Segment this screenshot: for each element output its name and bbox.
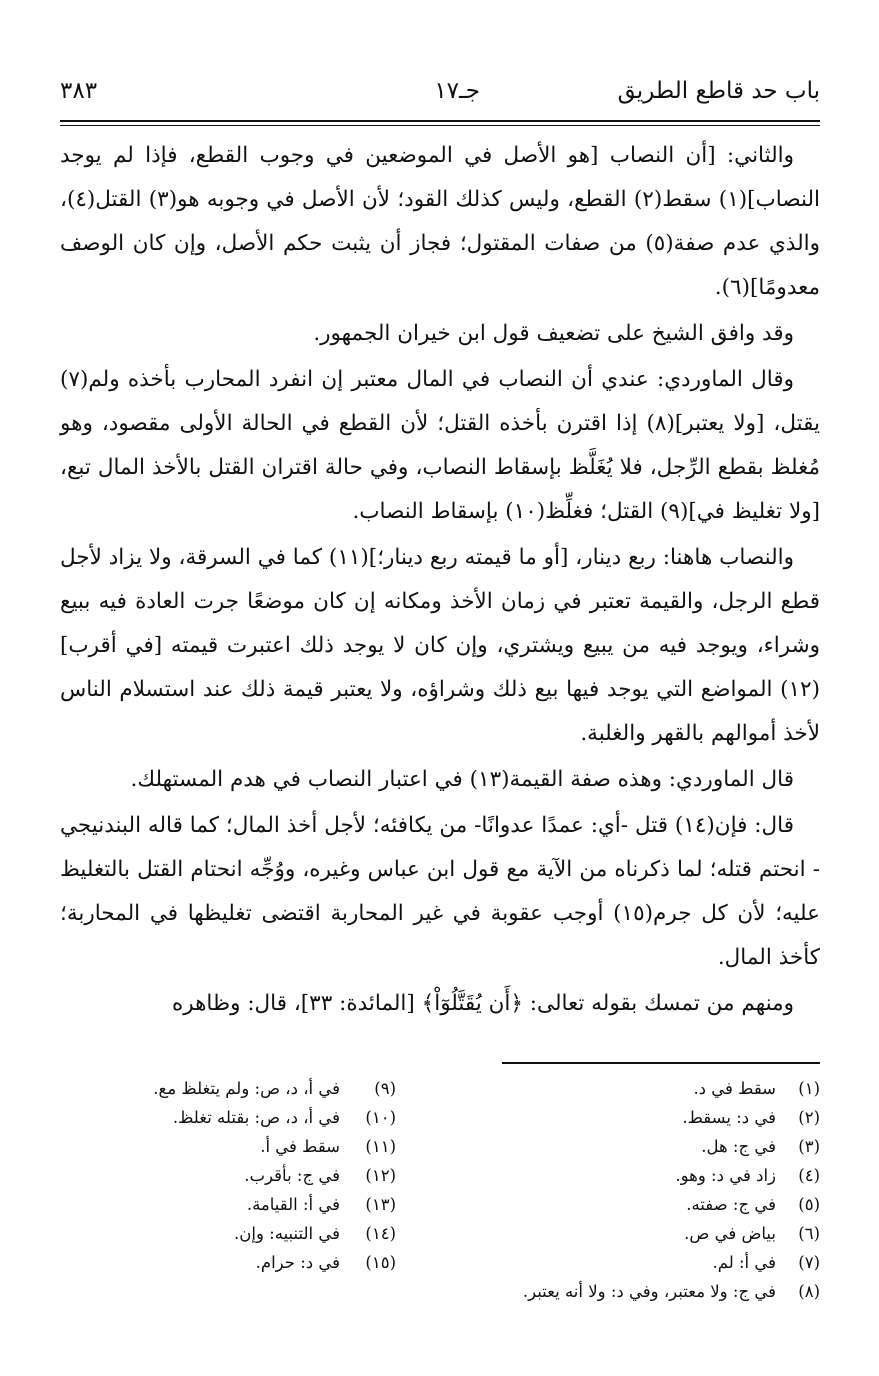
footnote: [136, 1248, 396, 1277]
footnote-text: في ج: هل.: [701, 1137, 776, 1156]
footnote-number: (٥): [798, 1195, 820, 1214]
paragraph: وقد وافق الشيخ على تضعيف قول ابن خيران الجمهور.: [313, 321, 794, 346]
chapter-title: باب حد قاطع الطريق: [617, 78, 820, 104]
book-page: [60, 70, 820, 1306]
footnote: [136, 1132, 396, 1161]
footnote-text: في التنبيه: وإن.: [234, 1224, 340, 1243]
footnote: [460, 1219, 820, 1248]
page-number: ٣٨٣: [60, 78, 98, 104]
footnote-number: (٦): [798, 1224, 820, 1243]
footnote: [136, 1103, 396, 1132]
footnote-number: (١٥): [365, 1253, 396, 1272]
footnote-text: في ج: ولا معتبر، وفي د: ولا أنه يعتبر.: [522, 1282, 776, 1301]
footnote-number: (٧): [798, 1253, 820, 1272]
paragraph: وقال الماوردي: عندي أن النصاب في المال معتبر إن انفرد المحارب بأخذه ولم(٧) يقتل، [ولا يعتبر](٨) إذا اقترن بأخذه القتل؛ لأن القطع في الحالة الأولى مقصود، وهو مُغلظ بقطع الرِّجل، فلا يُغَلَّظ بإسقاط النصاب، وفي حالة اقتران القتل بالأخذ المال تبع، [ولا تغليظ في](٩) القتل؛ فغلِّظ(١٠) بإسقاط النصاب.: [60, 367, 820, 524]
footnote-separator: [502, 1062, 820, 1064]
footnote-text: في أ: القيامة.: [246, 1195, 340, 1214]
footnote-number: (٩): [374, 1079, 396, 1098]
footnote-text: سقط في د.: [693, 1079, 776, 1098]
footnote-text: في أ، د، ص: بقتله تغلظ.: [172, 1108, 340, 1127]
footnote: [136, 1074, 396, 1103]
volume-label: جـ١٧: [434, 78, 480, 104]
footnote-number: (٢): [798, 1108, 820, 1127]
footnote: [460, 1190, 820, 1219]
paragraph: والثاني: [أن النصاب [هو الأصل في الموضعين في وجوب القطع، فإذا لم يوجد النصاب](١) سقط(٢) القطع، وليس كذلك القود؛ لأن الأصل في وجوبه هو(٣) القتل(٤)، والذي عدم صفة(٥) من صفات المقتول؛ فجاز أن يثبت حكم الأصل، وإن كان الوصف معدومًا](٦).: [60, 143, 820, 300]
footnote-text: في ج: بأقرب.: [244, 1166, 340, 1185]
footnote-number: (١٣): [365, 1195, 396, 1214]
paragraph: قال: فإن(١٤) قتل -أي: عمدًا عدوانًا- من يكافئه؛ لأجل أخذ المال؛ كما قاله البندنيجي - انحتم قتله؛ لما ذكرناه من الآية مع قول ابن عباس وغيره، ووُجِّه انحتام القتل بالتغليظ عليه؛ لأن كل جرم(١٥) أوجب عقوبة في غير المحاربة اقتضى تغليظها في المحاربة؛ كأخذ المال.: [60, 813, 820, 970]
footnote-number: (٣): [798, 1137, 820, 1156]
footnote-text: في د: يسقط.: [682, 1108, 776, 1127]
footnote-text: سقط في أ.: [260, 1137, 340, 1156]
paragraph: قال الماوردي: وهذه صفة القيمة(١٣) في اعتبار النصاب في هدم المستهلك.: [130, 767, 794, 792]
footnote-text: بياض في ص.: [684, 1224, 776, 1243]
footnote-number: (٤): [798, 1166, 820, 1185]
footnote: [136, 1219, 396, 1248]
footnote-number: (١١): [365, 1137, 396, 1156]
footnote: [460, 1161, 820, 1190]
header-rule: [60, 120, 820, 122]
footnote: [136, 1161, 396, 1190]
paragraph: ومنهم من تمسك بقوله تعالى: ﴿أَن يُقَتَّلُوٓاْ﴾ [المائدة: ٣٣]، قال: وظاهره: [171, 991, 794, 1016]
footnote-number: (١٢): [365, 1166, 396, 1185]
footnotes: [60, 1074, 820, 1306]
footnote: [460, 1103, 820, 1132]
footnote-text: في ج: صفته.: [686, 1195, 776, 1214]
footnote: [460, 1277, 820, 1306]
footnote-text: في أ: لم.: [712, 1253, 776, 1272]
footnote-text: في د: حرام.: [255, 1253, 340, 1272]
paragraph: والنصاب هاهنا: ربع دينار، [أو ما قيمته ربع دينار؛](١١) كما في السرقة، ولا يزاد لأجل قطع الرجل، والقيمة تعتبر في زمان الأخذ ومكانه إن كان موضعًا جرت العادة فيه ببيع وشراء، ويوجد فيه من يبيع ويشتري، وإن كان لا يوجد ذلك اعتبرت قيمته [في أقرب](١٢) المواضع التي يوجد فيها بيع ذلك وشراؤه، ولا يعتبر قيمة ذلك عند استسلام الناس لأخذ أموالهم بالقهر والغلبة.: [60, 545, 820, 746]
footnote-text: في أ، د، ص: ولم يتغلظ مع.: [153, 1079, 340, 1098]
footnote-number: (٨): [798, 1282, 820, 1301]
header-rule-thin: [60, 125, 820, 126]
footnote: [136, 1190, 396, 1219]
running-header: [60, 70, 820, 110]
footnotes-right-column: [460, 1074, 820, 1306]
footnote-text: زاد في د: وهو.: [675, 1166, 776, 1185]
main-text: [60, 134, 820, 1026]
footnote-number: (١): [798, 1079, 820, 1098]
footnote: [460, 1132, 820, 1161]
footnote: [460, 1074, 820, 1103]
footnote-number: (١٤): [365, 1224, 396, 1243]
footnote: [460, 1248, 820, 1277]
footnote-number: (١٠): [365, 1108, 396, 1127]
footnotes-left-column: [136, 1074, 396, 1306]
